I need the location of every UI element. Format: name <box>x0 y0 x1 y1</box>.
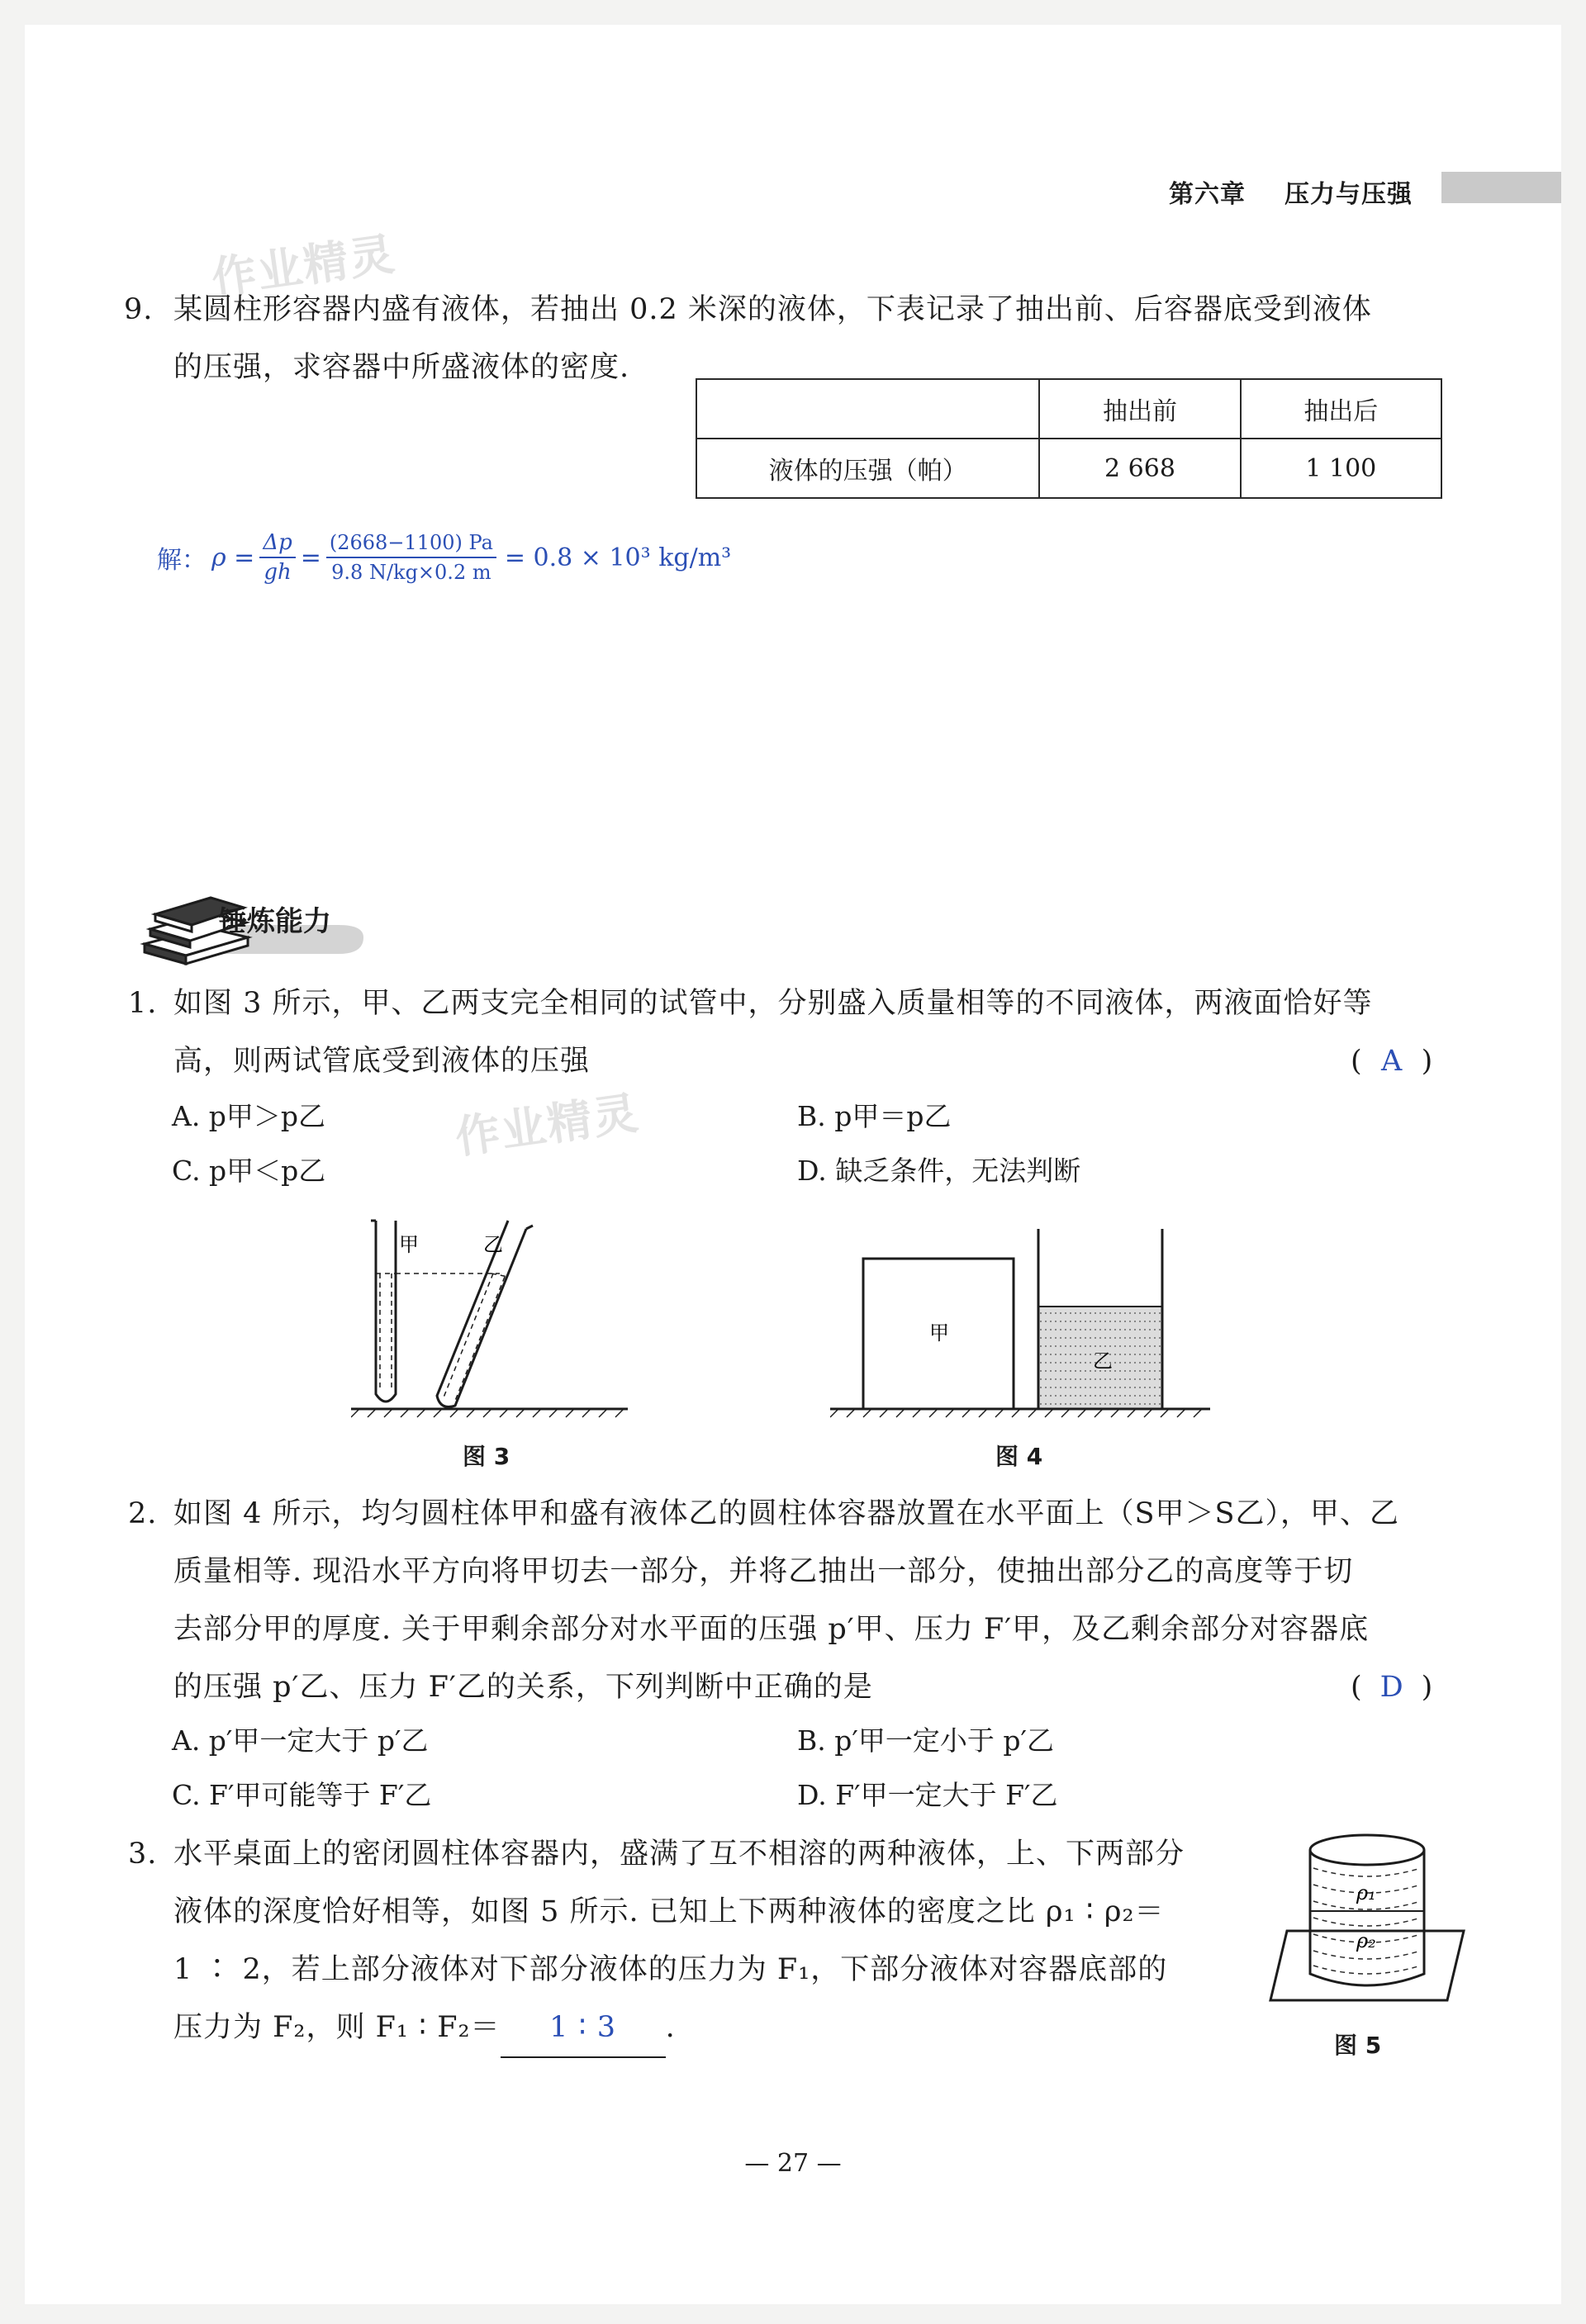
q1-answer-bracket: ( A ) <box>1351 1036 1432 1086</box>
q1-option-d: D. 缺乏条件，无法判断 <box>797 1155 1081 1187</box>
table-header-cell: 抽出前 <box>1039 379 1240 439</box>
figure-4-cylinders <box>830 1214 1243 1420</box>
q3-text-line3: 1 ∶ 2，若上部分液体对下部分液体的压力为 F₁，下部分液体对容器底部的 <box>173 1953 1168 1986</box>
container-yi <box>1038 1229 1162 1409</box>
q2-text-line3: 去部分甲的厚度. 关于甲剩余部分对水平面的压强 p′甲、压力 F′甲，及乙剩余部分对容器底 <box>173 1613 1370 1646</box>
figure-5-caption: 图 5 <box>1334 2032 1382 2059</box>
fraction-numerator: (2668−1100) Pa <box>326 529 496 558</box>
q2-option-a: A. p′甲一定大于 p′乙 <box>172 1724 429 1757</box>
q1-option-a: A. p甲＞p乙 <box>172 1100 326 1132</box>
figure-4-label-left: 甲 <box>929 1321 949 1345</box>
table-header-row <box>696 379 1441 439</box>
q9-text-line1: 某圆柱形容器内盛有液体，若抽出 0.2 米深的液体，下表记录了抽出前、后容器底受到液体 <box>173 293 1372 326</box>
table-cell: 1 100 <box>1241 439 1441 498</box>
chapter-number: 第六章 <box>1169 180 1246 209</box>
q1-option-c: C. p甲＜p乙 <box>172 1155 326 1187</box>
page <box>25 25 1561 2304</box>
q2-option-d: D. F′甲一定大于 F′乙 <box>797 1779 1058 1811</box>
fraction-delta-p-over-gh <box>259 529 295 586</box>
q3-text-line2: 液体的深度恰好相等，如图 5 所示. 已知上下两种液体的密度之比 ρ₁ ∶ ρ₂＝ <box>173 1895 1165 1928</box>
header-bar <box>1441 172 1561 203</box>
q9-text-line2: 的压强，求容器中所盛液体的密度. <box>173 351 630 384</box>
q1-answer: A <box>1381 1045 1403 1078</box>
q3-number: 3. <box>128 1838 158 1871</box>
figure-3-caption: 图 3 <box>463 1443 510 1470</box>
test-tube-tilted-liquid <box>444 1273 508 1401</box>
solution-result: = 0.8 × 10³ kg/m³ <box>504 543 732 572</box>
solution-equals: = <box>300 543 321 572</box>
table-header-cell <box>696 379 1039 439</box>
figure-3-label-left: 甲 <box>399 1233 419 1256</box>
q2-option-c: C. F′甲可能等于 F′乙 <box>172 1779 432 1811</box>
q1-option-b: B. p甲＝p乙 <box>797 1100 952 1132</box>
table-row-label: 液体的压强（帕） <box>696 439 1039 498</box>
q2-text-line1: 如图 4 所示，均匀圆柱体甲和盛有液体乙的圆柱体容器放置在水平面上（S甲＞S乙），甲、乙 <box>173 1497 1399 1530</box>
watermark: 作业精灵 <box>452 1086 643 1164</box>
q2-text-line4: 的压强 p′乙、压力 F′乙的关系，下列判断中正确的是 <box>173 1671 873 1704</box>
q1-text-line1: 如图 3 所示，甲、乙两支完全相同的试管中，分别盛入质量相等的不同液体，两液面恰好等 <box>173 987 1373 1020</box>
table-cell: 2 668 <box>1039 439 1240 498</box>
solution-lhs: ρ = <box>211 543 255 572</box>
q2-answer: D <box>1379 1671 1403 1704</box>
figure-5-label-top: ρ₁ <box>1356 1881 1376 1904</box>
q9-number: 9. <box>124 293 154 326</box>
fraction-numeric <box>326 529 496 586</box>
q2-text-line2: 质量相等. 现沿水平方向将甲切去一部分，并将乙抽出一部分，使抽出部分乙的高度等于切 <box>173 1555 1354 1588</box>
q3-line4-suffix: . <box>665 2011 676 2044</box>
table-row <box>696 439 1441 498</box>
solution-prefix: 解： <box>157 546 207 575</box>
q9-solution <box>157 529 731 586</box>
page-number: — 27 — <box>744 2149 842 2178</box>
q2-number: 2. <box>128 1497 158 1530</box>
q3-text-line4 <box>173 1999 676 2058</box>
watermark: 作业精灵 <box>208 227 399 306</box>
figure-5-label-bottom: ρ₂ <box>1356 1929 1376 1952</box>
q2-answer-bracket: ( D ) <box>1351 1662 1432 1712</box>
table-header-cell: 抽出后 <box>1241 379 1441 439</box>
figure-5-sealed-cylinder <box>1256 1817 1487 2015</box>
section-title: 锤炼能力 <box>219 905 331 938</box>
figure-4-label-right: 乙 <box>1093 1349 1113 1373</box>
q1-number: 1. <box>128 987 158 1020</box>
fraction-denominator: 9.8 N/kg×0.2 m <box>331 561 491 584</box>
q2-option-b: B. p′甲一定小于 p′乙 <box>797 1724 1054 1757</box>
q3-answer-blank: 1 ∶ 3 <box>501 1999 666 2058</box>
figure-4-caption: 图 4 <box>995 1443 1043 1470</box>
test-tube-vertical-liquid <box>376 1273 396 1392</box>
q3-line4-prefix: 压力为 F₂，则 F₁ ∶ F₂＝ <box>173 2011 501 2044</box>
fraction-numerator: Δp <box>259 529 295 558</box>
figure-3-label-right: 乙 <box>483 1233 503 1256</box>
q3-text-line1: 水平桌面上的密闭圆柱体容器内，盛满了互不相溶的两种液体，上、下两部分 <box>173 1838 1185 1871</box>
figure-3-test-tubes <box>351 1214 632 1420</box>
fraction-denominator: gh <box>264 560 292 585</box>
chapter-title: 压力与压强 <box>1284 180 1413 209</box>
q1-text-line2: 高，则两试管底受到液体的压强 <box>173 1045 591 1078</box>
q9-table <box>696 378 1442 499</box>
